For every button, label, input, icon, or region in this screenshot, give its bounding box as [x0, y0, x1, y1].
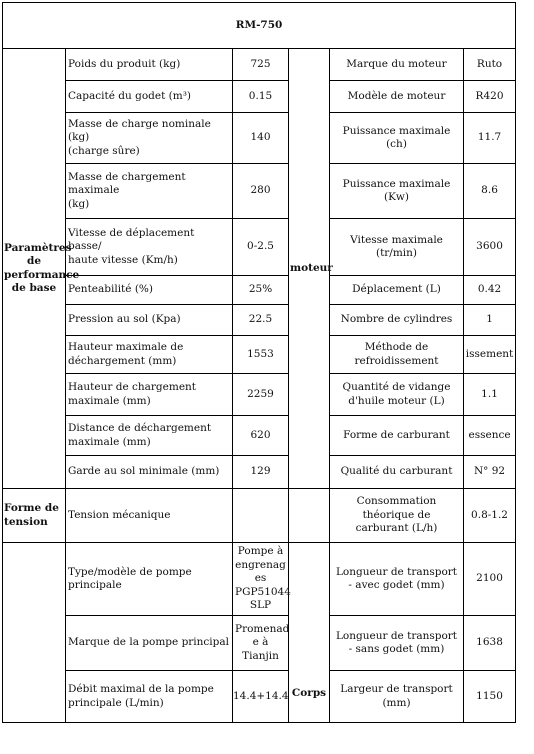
empty-category-cell — [3, 543, 66, 723]
motor-label: Méthode de refroidissement — [330, 336, 464, 374]
row-label: Vitesse de déplacement basse/ haute vitesse (Km/h) — [66, 219, 233, 276]
body-value: 1150 — [464, 671, 516, 723]
row-value: 14.4+14.4 — [233, 671, 289, 723]
motor-label: Nombre de cylindres — [330, 305, 464, 336]
row-label: Masse de chargement maximale (kg) — [66, 164, 233, 219]
row-label: Penteabilité (%) — [66, 276, 233, 305]
row-value — [233, 489, 289, 543]
motor-label: Vitesse maximale (tr/min) — [330, 219, 464, 276]
row-value: 140 — [233, 113, 289, 164]
row-value: 129 — [233, 456, 289, 489]
motor-value: R420 — [464, 81, 516, 113]
row-value: 0-2.5 — [233, 219, 289, 276]
row-label: Marque de la pompe principal — [66, 616, 233, 671]
body-value: 1638 — [464, 616, 516, 671]
table-row — [3, 219, 516, 276]
spec-table — [2, 2, 516, 723]
body-label: Largeur de transport (mm) — [330, 671, 464, 723]
row-label: Type/modèle de pompe principale — [66, 543, 233, 616]
table-row — [3, 616, 516, 671]
motor-value: 11.7 — [464, 113, 516, 164]
motor-label: Déplacement (L) — [330, 276, 464, 305]
motor-label: Quantité de vidange d'huile moteur (L) — [330, 374, 464, 416]
row-value: Pompe à engrenag es PGP51044 SLP — [233, 543, 289, 616]
table-row — [3, 49, 516, 81]
table-row — [3, 374, 516, 416]
motor-label: Puissance maximale (Kw) — [330, 164, 464, 219]
table-row — [3, 305, 516, 336]
table-row — [3, 416, 516, 456]
table-row — [3, 113, 516, 164]
motor-value: 0.8-1.2 — [464, 489, 516, 543]
motor-value: issement — [464, 336, 516, 374]
motor-value: 8.6 — [464, 164, 516, 219]
category-base-performance: Paramètres de performance de base — [3, 49, 66, 489]
motor-label: Marque du moteur — [330, 49, 464, 81]
row-value: 22.5 — [233, 305, 289, 336]
motor-value: 3600 — [464, 219, 516, 276]
category-motor: moteur — [289, 49, 330, 489]
motor-label: Forme de carburant — [330, 416, 464, 456]
page-bottom-edge — [0, 738, 534, 754]
table-row — [3, 164, 516, 219]
row-label: Hauteur de chargement maximale (mm) — [66, 374, 233, 416]
row-value: 2259 — [233, 374, 289, 416]
body-label: Longueur de transport - avec godet (mm) — [330, 543, 464, 616]
table-row — [3, 489, 516, 543]
row-label: Capacité du godet (m³) — [66, 81, 233, 113]
row-value: 0.15 — [233, 81, 289, 113]
row-value: 280 — [233, 164, 289, 219]
motor-value: essence — [464, 416, 516, 456]
row-label: Masse de charge nominale (kg) (charge sûre) — [66, 113, 233, 164]
table-title: RM-750 — [3, 3, 516, 49]
row-label: Distance de déchargement maximale (mm) — [66, 416, 233, 456]
category-body: Corps — [289, 543, 330, 723]
body-label: Longueur de transport - sans godet (mm) — [330, 616, 464, 671]
motor-value: 0.42 — [464, 276, 516, 305]
row-value: 1553 — [233, 336, 289, 374]
row-label: Pression au sol (Kpa) — [66, 305, 233, 336]
table-row — [3, 81, 516, 113]
motor-value: 1.1 — [464, 374, 516, 416]
motor-label: Modèle de moteur — [330, 81, 464, 113]
row-value: Promenad e à Tianjin — [233, 616, 289, 671]
motor-value: N° 92 — [464, 456, 516, 489]
row-value: 25% — [233, 276, 289, 305]
body-value: 2100 — [464, 543, 516, 616]
table-row — [3, 276, 516, 305]
motor-value: Ruto — [464, 49, 516, 81]
row-label: Garde au sol minimale (mm) — [66, 456, 233, 489]
table-row — [3, 543, 516, 616]
row-value: 620 — [233, 416, 289, 456]
motor-label: Qualité du carburant — [330, 456, 464, 489]
empty-cell — [289, 489, 330, 543]
row-value: 725 — [233, 49, 289, 81]
row-label: Poids du produit (kg) — [66, 49, 233, 81]
category-tension-form: Forme de tension — [3, 489, 66, 543]
motor-label: Consommation théorique de carburant (L/h) — [330, 489, 464, 543]
row-label: Tension mécanique — [66, 489, 233, 543]
table-row — [3, 671, 516, 723]
motor-label: Puissance maximale (ch) — [330, 113, 464, 164]
title-row — [3, 3, 516, 49]
motor-value: 1 — [464, 305, 516, 336]
table-row — [3, 456, 516, 489]
row-label: Débit maximal de la pompe principale (L/min) — [66, 671, 233, 723]
table-row — [3, 336, 516, 374]
row-label: Hauteur maximale de déchargement (mm) — [66, 336, 233, 374]
